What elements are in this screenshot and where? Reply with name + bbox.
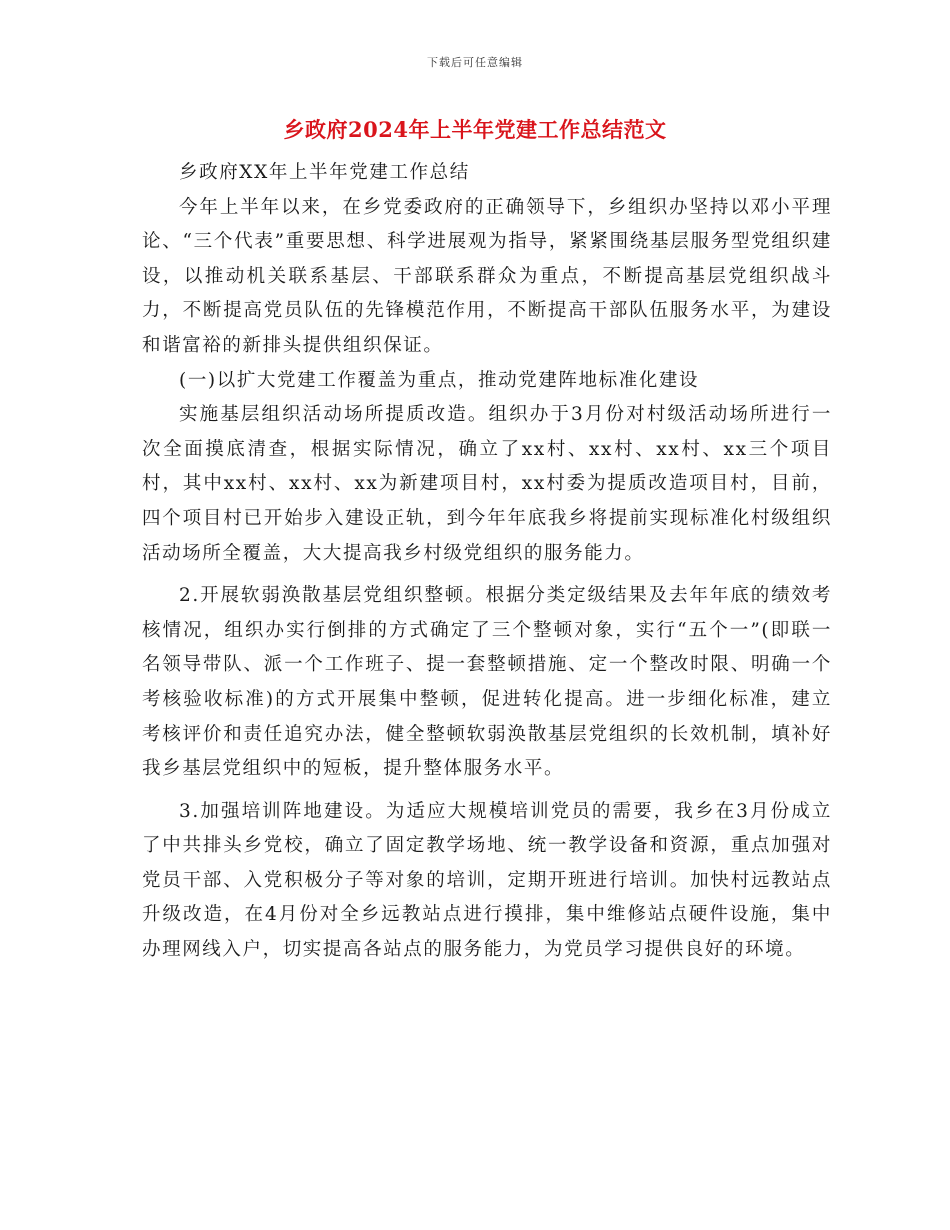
body-paragraph: 实施基层组织活动场所提质改造。组织办于3月份对村级活动场所进行一次全面摸底清查，根据实际情况，确立了xx村、xx村、xx村、xx三个项目村，其中xx村、xx村、xx为新建项目村，xx村委为提质改造项目村，目前，四个项目村已开始步入建设正轨，到今年年底我乡将提前实现标准化村级组织活动场所全覆盖，大大提高我乡村级党组织的服务能力。 bbox=[142, 404, 832, 564]
header-note: 下载后可任意编辑 bbox=[427, 56, 523, 69]
document-body bbox=[142, 156, 832, 968]
body-paragraph: 2.开展软弱涣散基层党组织整顿。根据分类定级结果及去年年底的绩效考核情况，组织办实行倒排的方式确定了三个整顿对象，实行“五个一”(即联一名领导带队、派一个工作班子、提一套整顿措施、定一个整改时限、明确一个考核验收标准)的方式开展集中整顿，促进转化提高。进一步细化标准，建立考核评价和责任追究办法，健全整顿软弱涣散基层党组织的长效机制，填补好我乡基层党组织中的短板，提升整体服务水平。 bbox=[142, 585, 832, 780]
intro-paragraph: 今年上半年以来，在乡党委政府的正确领导下，乡组织办坚持以邓小平理论、“三个代表”重要思想、科学进展观为指导，紧紧围绕基层服务型党组织建设，以推动机关联系基层、干部联系群众为重点，不断提高基层党组织战斗力，不断提高党员队伍的先锋模范作用，不断提高干部队伍服务水平，为建设和谐富裕的新排头提供组织保证。 bbox=[142, 196, 832, 356]
section-heading: (一)以扩大党建工作覆盖为重点，推动党建阵地标准化建设 bbox=[179, 369, 700, 391]
document-title: 乡政府2024年上半年党建工作总结范文 bbox=[283, 117, 667, 142]
subtitle-paragraph: 乡政府XX年上半年党建工作总结 bbox=[179, 162, 470, 183]
body-paragraph: 3.加强培训阵地建设。为适应大规模培训党员的需要，我乡在3月份成立了中共排头乡党校，确立了固定教学场地、统一教学设备和资源，重点加强对党员干部、入党积极分子等对象的培训，定期开班进行培训。加快村远教站点升级改造，在4月份对全乡远教站点进行摸排，集中维修站点硬件设施，集中办理网线入户，切实提高各站点的服务能力，为党员学习提供良好的环境。 bbox=[142, 800, 832, 961]
